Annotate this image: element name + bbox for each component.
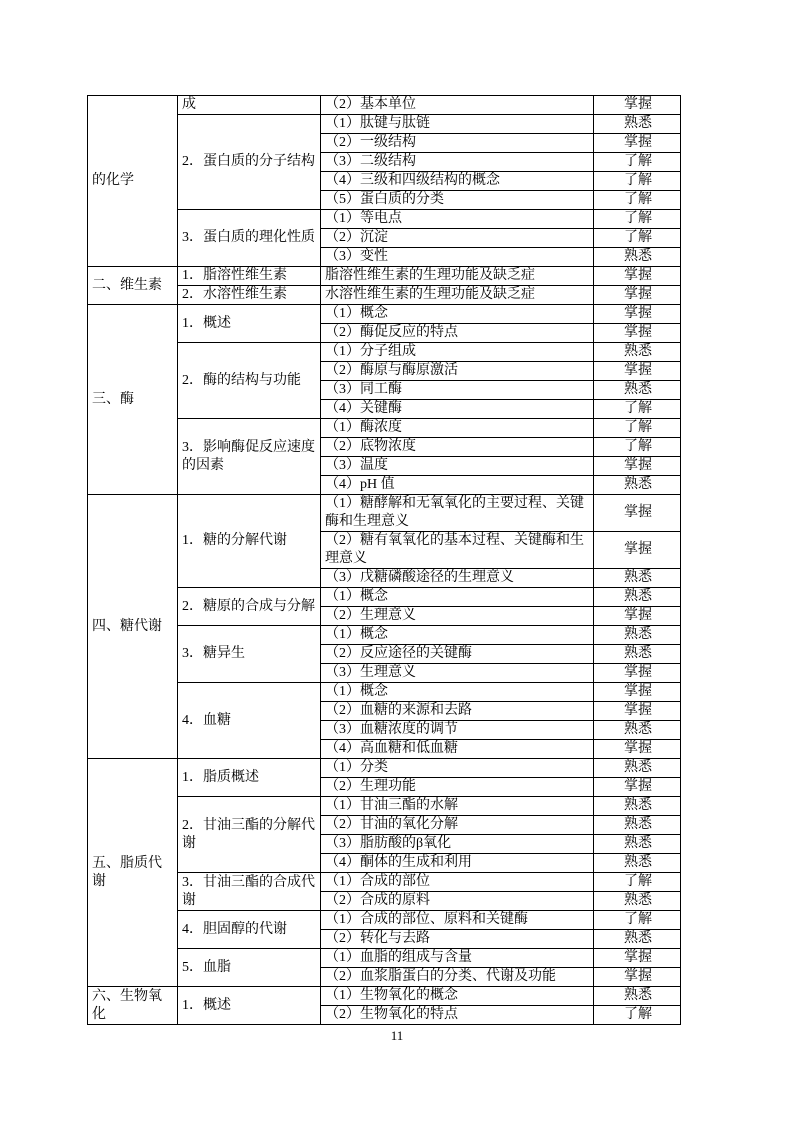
item-text-cell: （2）反应途径的关键酶 [321, 645, 594, 664]
section-title-cell: 五、脂质代谢 [88, 759, 178, 987]
item-text-cell: （1）分类 [321, 759, 594, 778]
mastery-level-cell: 熟悉 [594, 115, 681, 134]
item-text-cell: （1）概念 [321, 305, 594, 324]
item-text-cell: （2）生理意义 [321, 607, 594, 626]
mastery-level-cell: 掌握 [594, 664, 681, 683]
mastery-level-cell: 掌握 [594, 778, 681, 797]
item-text-cell: （2）底物浓度 [321, 438, 594, 457]
item-text-cell: （4）酮体的生成和利用 [321, 854, 594, 873]
syllabus-table [87, 95, 681, 1025]
mastery-level-cell: 掌握 [594, 362, 681, 381]
mastery-level-cell: 掌握 [594, 286, 681, 305]
item-text-cell: （3）二级结构 [321, 153, 594, 172]
item-text-cell: （2）酶促反应的特点 [321, 324, 594, 343]
subsection-label-cell: 2．酶的结构与功能 [178, 343, 321, 419]
item-text-cell: （1）酶浓度 [321, 419, 594, 438]
item-text-cell: （1）概念 [321, 683, 594, 702]
subsection-label-cell: 4．胆固醇的代谢 [178, 911, 321, 949]
item-text-cell: （2）基本单位 [321, 96, 594, 115]
mastery-level-cell: 掌握 [594, 683, 681, 702]
item-text-cell: （4）关键酶 [321, 400, 594, 419]
mastery-level-cell: 掌握 [594, 949, 681, 968]
item-text-cell: （4）pH 值 [321, 476, 594, 495]
mastery-level-cell: 了解 [594, 1006, 681, 1025]
mastery-level-cell: 掌握 [594, 532, 681, 569]
mastery-level-cell: 熟悉 [594, 588, 681, 607]
item-text-cell: （2）酶原与酶原激活 [321, 362, 594, 381]
mastery-level-cell: 了解 [594, 153, 681, 172]
item-text-cell: （1）概念 [321, 588, 594, 607]
mastery-level-cell: 掌握 [594, 324, 681, 343]
subsection-label-cell: 3．糖异生 [178, 626, 321, 683]
item-text-cell: （1）肽键与肽链 [321, 115, 594, 134]
item-text-cell: （2）生物氧化的特点 [321, 1006, 594, 1025]
subsection-label-cell: 4．血糖 [178, 683, 321, 759]
section-title-cell: 三、酶 [88, 305, 178, 495]
item-text-cell: （1）生物氧化的概念 [321, 987, 594, 1006]
mastery-level-cell: 了解 [594, 172, 681, 191]
item-text-cell: （2）血浆脂蛋白的分类、代谢及功能 [321, 968, 594, 987]
item-text-cell: （4）高血糖和低血糖 [321, 740, 594, 759]
mastery-level-cell: 掌握 [594, 495, 681, 532]
subsection-label-cell: 3．蛋白质的理化性质 [178, 210, 321, 267]
item-text-cell: （1）分子组成 [321, 343, 594, 362]
mastery-level-cell: 熟悉 [594, 381, 681, 400]
mastery-level-cell: 掌握 [594, 702, 681, 721]
subsection-label-cell: 2．甘油三酯的分解代谢 [178, 797, 321, 873]
mastery-level-cell: 了解 [594, 873, 681, 892]
item-text-cell: （3）温度 [321, 457, 594, 476]
mastery-level-cell: 掌握 [594, 607, 681, 626]
mastery-level-cell: 了解 [594, 210, 681, 229]
mastery-level-cell: 熟悉 [594, 892, 681, 911]
mastery-level-cell: 掌握 [594, 96, 681, 115]
table-row [88, 96, 681, 115]
subsection-label-cell: 3．甘油三酯的合成代谢 [178, 873, 321, 911]
subsection-label-cell: 成 [178, 96, 321, 115]
item-text-cell: 水溶性维生素的生理功能及缺乏症 [321, 286, 594, 305]
mastery-level-cell: 熟悉 [594, 248, 681, 267]
subsection-label-cell: 1．脂溶性维生素 [178, 267, 321, 286]
page-number: 11 [390, 1028, 404, 1043]
table-row [88, 267, 681, 286]
section-title-cell: 的化学 [88, 96, 178, 267]
mastery-level-cell: 熟悉 [594, 854, 681, 873]
mastery-level-cell: 了解 [594, 911, 681, 930]
item-text-cell: （3）变性 [321, 248, 594, 267]
item-text-cell: （2）沉淀 [321, 229, 594, 248]
item-text-cell: （3）血糖浓度的调节 [321, 721, 594, 740]
item-text-cell: （1）合成的部位 [321, 873, 594, 892]
mastery-level-cell: 熟悉 [594, 987, 681, 1006]
item-text-cell: （1）等电点 [321, 210, 594, 229]
item-text-cell: 脂溶性维生素的生理功能及缺乏症 [321, 267, 594, 286]
mastery-level-cell: 了解 [594, 438, 681, 457]
mastery-level-cell: 熟悉 [594, 343, 681, 362]
subsection-label-cell: 3．影响酶促反应速度的因素 [178, 419, 321, 495]
mastery-level-cell: 掌握 [594, 305, 681, 324]
mastery-level-cell: 掌握 [594, 457, 681, 476]
mastery-level-cell: 掌握 [594, 267, 681, 286]
item-text-cell: （1）甘油三酯的水解 [321, 797, 594, 816]
mastery-level-cell: 了解 [594, 419, 681, 438]
mastery-level-cell: 了解 [594, 229, 681, 248]
mastery-level-cell: 了解 [594, 400, 681, 419]
section-title-cell: 六、生物氧化 [88, 987, 178, 1025]
mastery-level-cell: 熟悉 [594, 759, 681, 778]
item-text-cell: （5）蛋白质的分类 [321, 191, 594, 210]
item-text-cell: （2）一级结构 [321, 134, 594, 153]
item-text-cell: （3）同工酶 [321, 381, 594, 400]
item-text-cell: （1）血脂的组成与含量 [321, 949, 594, 968]
mastery-level-cell: 熟悉 [594, 835, 681, 854]
table-row [88, 759, 681, 778]
item-text-cell: （2）生理功能 [321, 778, 594, 797]
mastery-level-cell: 熟悉 [594, 476, 681, 495]
mastery-level-cell: 熟悉 [594, 569, 681, 588]
table-row [88, 495, 681, 532]
mastery-level-cell: 熟悉 [594, 645, 681, 664]
mastery-level-cell: 掌握 [594, 968, 681, 987]
mastery-level-cell: 熟悉 [594, 797, 681, 816]
subsection-label-cell: 5．血脂 [178, 949, 321, 987]
item-text-cell: （1）概念 [321, 626, 594, 645]
item-text-cell: （4）三级和四级结构的概念 [321, 172, 594, 191]
item-text-cell: （2）甘油的氧化分解 [321, 816, 594, 835]
subsection-label-cell: 1．概述 [178, 305, 321, 343]
item-text-cell: （1）糖酵解和无氧氧化的主要过程、关键酶和生理意义 [321, 495, 594, 532]
mastery-level-cell: 掌握 [594, 740, 681, 759]
mastery-level-cell: 熟悉 [594, 816, 681, 835]
table-row [88, 987, 681, 1006]
item-text-cell: （2）合成的原料 [321, 892, 594, 911]
mastery-level-cell: 了解 [594, 191, 681, 210]
item-text-cell: （3）戊糖磷酸途径的生理意义 [321, 569, 594, 588]
mastery-level-cell: 熟悉 [594, 721, 681, 740]
section-title-cell: 四、糖代谢 [88, 495, 178, 759]
subsection-label-cell: 1．糖的分解代谢 [178, 495, 321, 588]
mastery-level-cell: 掌握 [594, 134, 681, 153]
subsection-label-cell: 2．蛋白质的分子结构 [178, 115, 321, 210]
item-text-cell: （3）脂肪酸的β氧化 [321, 835, 594, 854]
item-text-cell: （3）生理意义 [321, 664, 594, 683]
mastery-level-cell: 熟悉 [594, 930, 681, 949]
syllabus-table-body [88, 96, 681, 1025]
item-text-cell: （2）糖有氧氧化的基本过程、关键酶和生理意义 [321, 532, 594, 569]
item-text-cell: （2）转化与去路 [321, 930, 594, 949]
subsection-label-cell: 1．概述 [178, 987, 321, 1025]
section-title-cell: 二、维生素 [88, 267, 178, 305]
item-text-cell: （1）合成的部位、原料和关键酶 [321, 911, 594, 930]
mastery-level-cell: 熟悉 [594, 626, 681, 645]
subsection-label-cell: 2．糖原的合成与分解 [178, 588, 321, 626]
item-text-cell: （2）血糖的来源和去路 [321, 702, 594, 721]
table-row [88, 305, 681, 324]
subsection-label-cell: 1．脂质概述 [178, 759, 321, 797]
subsection-label-cell: 2．水溶性维生素 [178, 286, 321, 305]
